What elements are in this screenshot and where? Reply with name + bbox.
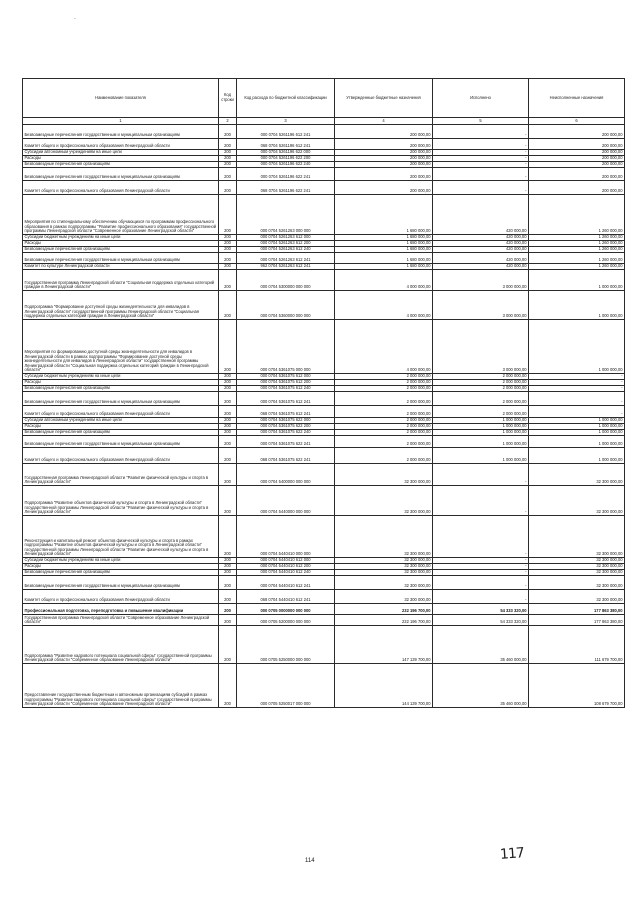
row-executed-amount: 420 000,00	[433, 247, 529, 253]
row-line-code: 200	[219, 604, 237, 615]
row-executed-amount: -	[433, 590, 529, 604]
row-approved-amount: 2 000 000,00	[335, 386, 433, 392]
row-approved-amount: 144 139 700,00	[335, 664, 433, 708]
row-unexecuted-amount: 32 300 000,00	[529, 570, 625, 576]
row-line-code: 200	[219, 448, 237, 464]
row-approved-amount: 2 000 000,00	[335, 374, 433, 380]
row-line-code: 200	[219, 235, 237, 241]
row-executed-amount: -	[433, 486, 529, 516]
row-approved-amount: 200 000,00	[335, 150, 433, 156]
row-line-code: 200	[219, 264, 237, 270]
column-index: 1	[23, 118, 219, 125]
handwritten-page-number: 117	[499, 845, 525, 863]
row-indicator-name: Безвозмездные перечисления организациям	[23, 430, 219, 436]
table-row	[23, 576, 625, 590]
row-line-code: 200	[219, 150, 237, 156]
row-indicator-name: Безвозмездные перечисления организациям	[23, 162, 219, 168]
row-indicator-name: Безвозмездные перечисления государственным и муниципальным организациям	[23, 392, 219, 406]
row-indicator-name: Субсидии бюджетным учреждениям на иные цели	[23, 235, 219, 241]
row-unexecuted-amount: -	[529, 380, 625, 386]
table-row	[23, 392, 625, 406]
table-row	[23, 626, 625, 664]
row-executed-amount: 2 000 000,00	[433, 374, 529, 380]
row-approved-amount: 32 300 000,00	[335, 464, 433, 486]
column-index: 6	[529, 118, 625, 125]
row-indicator-name: Расходы	[23, 241, 219, 247]
row-expense-code: 000 0705 5250017 000 000	[237, 664, 335, 708]
row-unexecuted-amount: 1 260 000,00	[529, 253, 625, 264]
row-executed-amount: 35 460 000,00	[433, 626, 529, 664]
row-executed-amount: 2 000 000,00	[433, 380, 529, 386]
row-indicator-name: Предоставление государственным бюджетным и автономным организациям субсидий в рамках подпрограммы "Развитие кадрового потенциала социальной сферы" государственной программы Ленинградской области "Современное образование Ленинградской области"	[23, 664, 219, 708]
table-row	[23, 464, 625, 486]
table-body	[23, 125, 625, 708]
row-line-code: 200	[219, 430, 237, 436]
row-executed-amount: 3 000 000,00	[433, 291, 529, 320]
row-executed-amount: 2 000 000,00	[433, 406, 529, 418]
row-approved-amount: 32 300 000,00	[335, 576, 433, 590]
row-line-code: 200	[219, 564, 237, 570]
table-row	[23, 516, 625, 558]
row-line-code: 200	[219, 156, 237, 162]
table-row	[23, 139, 625, 150]
row-approved-amount: 2 000 000,00	[335, 448, 433, 464]
row-expense-code: 000 0704 5361075 612 241	[237, 392, 335, 406]
row-approved-amount: 147 139 700,00	[335, 626, 433, 664]
row-approved-amount: 1 680 000,00	[335, 264, 433, 270]
row-expense-code: 000 0705 5250000 000 000	[237, 626, 335, 664]
row-expense-code: 000 0704 5261263 612 241	[237, 253, 335, 264]
row-unexecuted-amount: 200 000,00	[529, 181, 625, 195]
row-indicator-name: Безвозмездные перечисления государственным и муниципальным организациям	[23, 576, 219, 590]
row-executed-amount: -	[433, 564, 529, 570]
table-row	[23, 125, 625, 139]
row-line-code: 200	[219, 615, 237, 626]
header-executed: Исполнено	[433, 79, 529, 118]
row-approved-amount: 4 000 000,00	[335, 291, 433, 320]
row-unexecuted-amount: 1 000 000,00	[529, 320, 625, 374]
page-number: 114	[305, 858, 315, 864]
row-approved-amount: 2 000 000,00	[335, 418, 433, 424]
row-executed-amount: 2 000 000,00	[433, 392, 529, 406]
row-expense-code: 068 0704 5261196 622 241	[237, 181, 335, 195]
row-unexecuted-amount: 1 260 000,00	[529, 235, 625, 241]
row-approved-amount: 200 000,00	[335, 162, 433, 168]
row-expense-code: 000 0704 5400000 000 000	[237, 464, 335, 486]
row-expense-code: 000 0704 5261263 612 200	[237, 241, 335, 247]
row-unexecuted-amount: 1 260 000,00	[529, 195, 625, 235]
row-line-code: 200	[219, 139, 237, 150]
row-line-code: 200	[219, 590, 237, 604]
row-executed-amount: -	[433, 181, 529, 195]
row-indicator-name: Комитет по культуре Ленинградской области	[23, 264, 219, 270]
row-unexecuted-amount: 177 863 380,00	[529, 604, 625, 615]
table-row	[23, 195, 625, 235]
row-line-code: 200	[219, 464, 237, 486]
row-unexecuted-amount: 200 000,00	[529, 125, 625, 139]
table-row	[23, 436, 625, 448]
row-indicator-name: Расходы	[23, 564, 219, 570]
row-executed-amount: -	[433, 570, 529, 576]
table-row	[23, 604, 625, 615]
row-expense-code: 000 0704 5440410 612 000	[237, 558, 335, 564]
row-approved-amount: 1 680 000,00	[335, 235, 433, 241]
row-executed-amount: 420 000,00	[433, 253, 529, 264]
row-indicator-name: Комитет общего и профессионального образования Ленинградской области	[23, 590, 219, 604]
row-approved-amount: 32 300 000,00	[335, 590, 433, 604]
row-executed-amount: 420 000,00	[433, 235, 529, 241]
row-indicator-name: Профессиональная подготовка, переподготовка и повышение квалификации	[23, 604, 219, 615]
row-line-code: 200	[219, 418, 237, 424]
row-executed-amount: 3 000 000,00	[433, 270, 529, 291]
row-approved-amount: 32 300 000,00	[335, 564, 433, 570]
row-unexecuted-amount: 1 260 000,00	[529, 241, 625, 247]
row-indicator-name: Подпрограмма "Развитие объектов физической культуры и спорта в Ленинградской области" государственной программы Ленинградской области "Развитие физической культуры и спорта в Ленинградской области"	[23, 486, 219, 516]
row-executed-amount: -	[433, 464, 529, 486]
row-line-code: 200	[219, 125, 237, 139]
row-unexecuted-amount: -	[529, 386, 625, 392]
row-expense-code: 000 0704 5361075 622 000	[237, 418, 335, 424]
row-expense-code: 000 0704 5440410 612 241	[237, 576, 335, 590]
row-unexecuted-amount: 1 000 000,00	[529, 291, 625, 320]
row-expense-code: 068 0704 5440410 612 241	[237, 590, 335, 604]
row-unexecuted-amount: 200 000,00	[529, 162, 625, 168]
row-executed-amount: 420 000,00	[433, 241, 529, 247]
row-expense-code: 000 0704 5440000 000 000	[237, 486, 335, 516]
row-executed-amount: -	[433, 125, 529, 139]
row-indicator-name: Государственная программа Ленинградской области "Социальная поддержка отдельных категорий граждан в Ленинградской области"	[23, 270, 219, 291]
row-indicator-name: Комитет общего и профессионального образования Ленинградской области	[23, 181, 219, 195]
table-row	[23, 448, 625, 464]
row-unexecuted-amount: 111 679 700,00	[529, 626, 625, 664]
row-approved-amount: 32 300 000,00	[335, 558, 433, 564]
row-line-code: 200	[219, 380, 237, 386]
row-executed-amount: -	[433, 576, 529, 590]
table-row	[23, 270, 625, 291]
column-index: 4	[335, 118, 433, 125]
row-expense-code: 000 0704 5361075 622 240	[237, 430, 335, 436]
row-expense-code: 000 0704 5361075 612 000	[237, 374, 335, 380]
corner-mark: -	[74, 16, 76, 22]
row-unexecuted-amount: 1 260 000,00	[529, 264, 625, 270]
row-approved-amount: 2 000 000,00	[335, 424, 433, 430]
row-line-code: 200	[219, 247, 237, 253]
row-indicator-name: Расходы	[23, 156, 219, 162]
row-expense-code: 000 0704 5360000 000 000	[237, 291, 335, 320]
row-line-code: 200	[219, 570, 237, 576]
row-executed-amount: 1 000 000,00	[433, 430, 529, 436]
row-expense-code: 962 0704 5261263 612 241	[237, 264, 335, 270]
table-row	[23, 320, 625, 374]
row-indicator-name: Подпрограмма "Формирование доступной среды жизнедеятельности для инвалидов в Ленинградской области" государственной программы Ленинградской области "Социальная поддержка отдельных категорий граждан в Ленинградской области"	[23, 291, 219, 320]
row-unexecuted-amount: 32 300 000,00	[529, 516, 625, 558]
column-index: 2	[219, 118, 237, 125]
table-row	[23, 291, 625, 320]
row-indicator-name: Субсидии бюджетным учреждениям на иные цели	[23, 558, 219, 564]
row-approved-amount: 200 000,00	[335, 181, 433, 195]
budget-execution-table	[22, 78, 625, 708]
row-indicator-name: Комитет общего и профессионального образования Ленинградской области	[23, 448, 219, 464]
row-indicator-name: Реконструкция и капитальный ремонт объектов физической культуры и спорта в рамках подпрограммы "Развитие объектов физической культуры и спорта в Ленинградской области" государственной программы Ленинградской области "Развитие физической культуры и спорта в Ленинградской области"	[23, 516, 219, 558]
row-line-code: 200	[219, 374, 237, 380]
row-indicator-name: Безвозмездные перечисления организациям	[23, 247, 219, 253]
row-line-code: 200	[219, 181, 237, 195]
header-indicator-name: Наименование показателя	[23, 79, 219, 118]
row-line-code: 200	[219, 195, 237, 235]
row-expense-code: 000 0704 5261196 622 200	[237, 156, 335, 162]
row-executed-amount: 1 000 000,00	[433, 424, 529, 430]
row-executed-amount: 1 000 000,00	[433, 418, 529, 424]
row-expense-code: 000 0704 5261196 612 241	[237, 125, 335, 139]
row-indicator-name: Мероприятия по стипендиальному обеспечению обучающихся по программам профессионального образования в рамках подпрограммы "Развитие профессионального образования" государственной программы Ленинградской области "Современное образование Ленинградской области"	[23, 195, 219, 235]
row-line-code: 200	[219, 392, 237, 406]
row-approved-amount: 200 000,00	[335, 168, 433, 181]
row-line-code: 200	[219, 424, 237, 430]
row-unexecuted-amount: 32 300 000,00	[529, 564, 625, 570]
row-indicator-name: Комитет общего и профессионального образования Ленинградской области	[23, 139, 219, 150]
row-indicator-name: Безвозмездные перечисления государственным и муниципальным организациям	[23, 125, 219, 139]
row-expense-code: 068 0704 5261196 612 241	[237, 139, 335, 150]
row-indicator-name: Расходы	[23, 424, 219, 430]
row-indicator-name: Подпрограмма "Развитие кадрового потенциала социальной сферы" государственной программы Ленинградской области "Современное образование Ленинградской области"	[23, 626, 219, 664]
row-expense-code: 000 0704 5361075 612 240	[237, 386, 335, 392]
row-unexecuted-amount: 32 300 000,00	[529, 486, 625, 516]
table-row	[23, 664, 625, 708]
row-expense-code: 000 0704 5261196 622 241	[237, 168, 335, 181]
row-unexecuted-amount: 1 000 000,00	[529, 424, 625, 430]
row-executed-amount: 1 000 000,00	[433, 436, 529, 448]
row-line-code: 200	[219, 320, 237, 374]
column-index: 5	[433, 118, 529, 125]
budget-table-wrapper	[22, 78, 624, 708]
row-approved-amount: 200 000,00	[335, 139, 433, 150]
row-expense-code: 000 0704 5361075 000 000	[237, 320, 335, 374]
row-executed-amount: -	[433, 168, 529, 181]
row-expense-code: 000 0705 5200000 000 000	[237, 615, 335, 626]
row-expense-code: 000 0704 5261196 622 240	[237, 162, 335, 168]
row-line-code: 200	[219, 162, 237, 168]
row-executed-amount: -	[433, 139, 529, 150]
row-indicator-name: Комитет общего и профессионального образования Ленинградской области	[23, 406, 219, 418]
row-approved-amount: 232 196 700,00	[335, 604, 433, 615]
row-approved-amount: 32 300 000,00	[335, 486, 433, 516]
row-expense-code: 068 0704 5361075 622 241	[237, 448, 335, 464]
row-expense-code: 000 0704 5261263 612 240	[237, 247, 335, 253]
row-unexecuted-amount: -	[529, 374, 625, 380]
row-executed-amount: 54 333 320,00	[433, 615, 529, 626]
row-indicator-name: Безвозмездные перечисления государственным и муниципальным организациям	[23, 436, 219, 448]
row-approved-amount: 1 680 000,00	[335, 195, 433, 235]
row-approved-amount: 2 000 000,00	[335, 392, 433, 406]
row-unexecuted-amount: 200 000,00	[529, 156, 625, 162]
row-indicator-name: Субсидии автономным учреждениям на иные цели	[23, 150, 219, 156]
row-indicator-name: Субсидии бюджетным учреждениям на иные цели	[23, 374, 219, 380]
row-line-code: 200	[219, 558, 237, 564]
table-row	[23, 253, 625, 264]
table-row	[23, 590, 625, 604]
header-expense-code: Код расхода по бюджетной классификации	[237, 79, 335, 118]
row-expense-code: 000 0704 5261196 622 000	[237, 150, 335, 156]
row-executed-amount: 2 000 000,00	[433, 386, 529, 392]
row-line-code: 200	[219, 168, 237, 181]
row-unexecuted-amount: -	[529, 406, 625, 418]
table-row	[23, 168, 625, 181]
row-executed-amount: 1 000 000,00	[433, 448, 529, 464]
row-executed-amount: -	[433, 156, 529, 162]
row-expense-code: 000 0704 5361075 612 200	[237, 380, 335, 386]
row-line-code: 200	[219, 253, 237, 264]
row-expense-code: 000 0704 5261263 612 000	[237, 235, 335, 241]
row-expense-code: 000 0704 5440410 612 200	[237, 564, 335, 570]
column-index: 3	[237, 118, 335, 125]
row-indicator-name: Государственная программа Ленинградской области "Современное образование Ленинградской области"	[23, 615, 219, 626]
row-unexecuted-amount: 1 000 000,00	[529, 418, 625, 424]
row-executed-amount: 420 000,00	[433, 264, 529, 270]
header-unexecuted: Неисполненные назначения	[529, 79, 625, 118]
row-executed-amount: -	[433, 516, 529, 558]
table-row	[23, 486, 625, 516]
row-indicator-name: Мероприятия по формированию доступной среды жизнедеятельности для инвалидов в Ленинградской области в рамках подпрограммы "Формирование доступной среды жизнедеятельности для инвалидов в Ленинградской области" государственной программы Ленинградской области "Социальная поддержка отдельных категорий граждан в Ленинградской области"	[23, 320, 219, 374]
row-executed-amount: 54 333 320,00	[433, 604, 529, 615]
header-line-code: Код строки	[219, 79, 237, 118]
row-line-code: 200	[219, 406, 237, 418]
row-approved-amount: 200 000,00	[335, 156, 433, 162]
header-approved: Утвержденные бюджетные назначения	[335, 79, 433, 118]
row-line-code: 200	[219, 270, 237, 291]
row-approved-amount: 200 000,00	[335, 125, 433, 139]
row-executed-amount: 35 460 000,00	[433, 664, 529, 708]
row-approved-amount: 4 000 000,00	[335, 270, 433, 291]
row-indicator-name: Безвозмездные перечисления организациям	[23, 386, 219, 392]
row-line-code: 200	[219, 664, 237, 708]
row-unexecuted-amount: 1 000 000,00	[529, 448, 625, 464]
row-line-code: 200	[219, 486, 237, 516]
row-indicator-name: Безвозмездные перечисления государственным и муниципальным организациям	[23, 168, 219, 181]
row-expense-code: 000 0705 0000000 000 000	[237, 604, 335, 615]
row-expense-code: 000 0704 5261263 000 000	[237, 195, 335, 235]
row-unexecuted-amount: 200 000,00	[529, 150, 625, 156]
row-unexecuted-amount: 32 300 000,00	[529, 590, 625, 604]
row-unexecuted-amount: -	[529, 392, 625, 406]
column-index-row	[23, 118, 625, 125]
row-unexecuted-amount: 1 000 000,00	[529, 430, 625, 436]
row-unexecuted-amount: 177 863 380,00	[529, 615, 625, 626]
row-executed-amount: 3 000 000,00	[433, 320, 529, 374]
row-executed-amount: -	[433, 162, 529, 168]
row-indicator-name: Субсидии автономным учреждениям на иные цели	[23, 418, 219, 424]
row-executed-amount: -	[433, 150, 529, 156]
row-approved-amount: 1 680 000,00	[335, 253, 433, 264]
row-unexecuted-amount: 200 000,00	[529, 139, 625, 150]
row-approved-amount: 32 300 000,00	[335, 516, 433, 558]
row-expense-code: 068 0704 5361075 612 241	[237, 406, 335, 418]
row-line-code: 200	[219, 516, 237, 558]
row-approved-amount: 32 300 000,00	[335, 570, 433, 576]
row-approved-amount: 1 680 000,00	[335, 247, 433, 253]
row-indicator-name: Расходы	[23, 380, 219, 386]
row-unexecuted-amount: 1 000 000,00	[529, 436, 625, 448]
row-approved-amount: 2 000 000,00	[335, 430, 433, 436]
row-approved-amount: 1 680 000,00	[335, 241, 433, 247]
row-approved-amount: 2 000 000,00	[335, 436, 433, 448]
row-unexecuted-amount: 32 300 000,00	[529, 576, 625, 590]
row-expense-code: 000 0704 5300000 000 000	[237, 270, 335, 291]
row-line-code: 200	[219, 626, 237, 664]
table-row	[23, 615, 625, 626]
row-indicator-name: Государственная программа Ленинградской области "Развитие физической культуры и спорта в Ленинградской области"	[23, 464, 219, 486]
row-approved-amount: 2 000 000,00	[335, 406, 433, 418]
row-unexecuted-amount: 1 000 000,00	[529, 270, 625, 291]
row-unexecuted-amount: 108 679 700,00	[529, 664, 625, 708]
table-row	[23, 406, 625, 418]
row-indicator-name: Безвозмездные перечисления государственным и муниципальным организациям	[23, 253, 219, 264]
row-expense-code: 000 0704 5361075 622 200	[237, 424, 335, 430]
row-line-code: 200	[219, 436, 237, 448]
row-line-code: 200	[219, 291, 237, 320]
table-header-row	[23, 79, 625, 118]
row-approved-amount: 232 196 700,00	[335, 615, 433, 626]
row-unexecuted-amount: 200 000,00	[529, 168, 625, 181]
row-expense-code: 000 0704 5440410 000 000	[237, 516, 335, 558]
row-executed-amount: -	[433, 558, 529, 564]
row-indicator-name: Безвозмездные перечисления организациям	[23, 570, 219, 576]
row-expense-code: 000 0704 5361075 622 241	[237, 436, 335, 448]
row-expense-code: 000 0704 5440410 612 240	[237, 570, 335, 576]
row-line-code: 200	[219, 386, 237, 392]
row-line-code: 200	[219, 576, 237, 590]
row-approved-amount: 4 000 000,00	[335, 320, 433, 374]
row-unexecuted-amount: 32 300 000,00	[529, 464, 625, 486]
row-executed-amount: 420 000,00	[433, 195, 529, 235]
row-line-code: 200	[219, 241, 237, 247]
row-unexecuted-amount: 1 260 000,00	[529, 247, 625, 253]
table-row	[23, 181, 625, 195]
row-unexecuted-amount: 32 300 000,00	[529, 558, 625, 564]
row-approved-amount: 2 000 000,00	[335, 380, 433, 386]
